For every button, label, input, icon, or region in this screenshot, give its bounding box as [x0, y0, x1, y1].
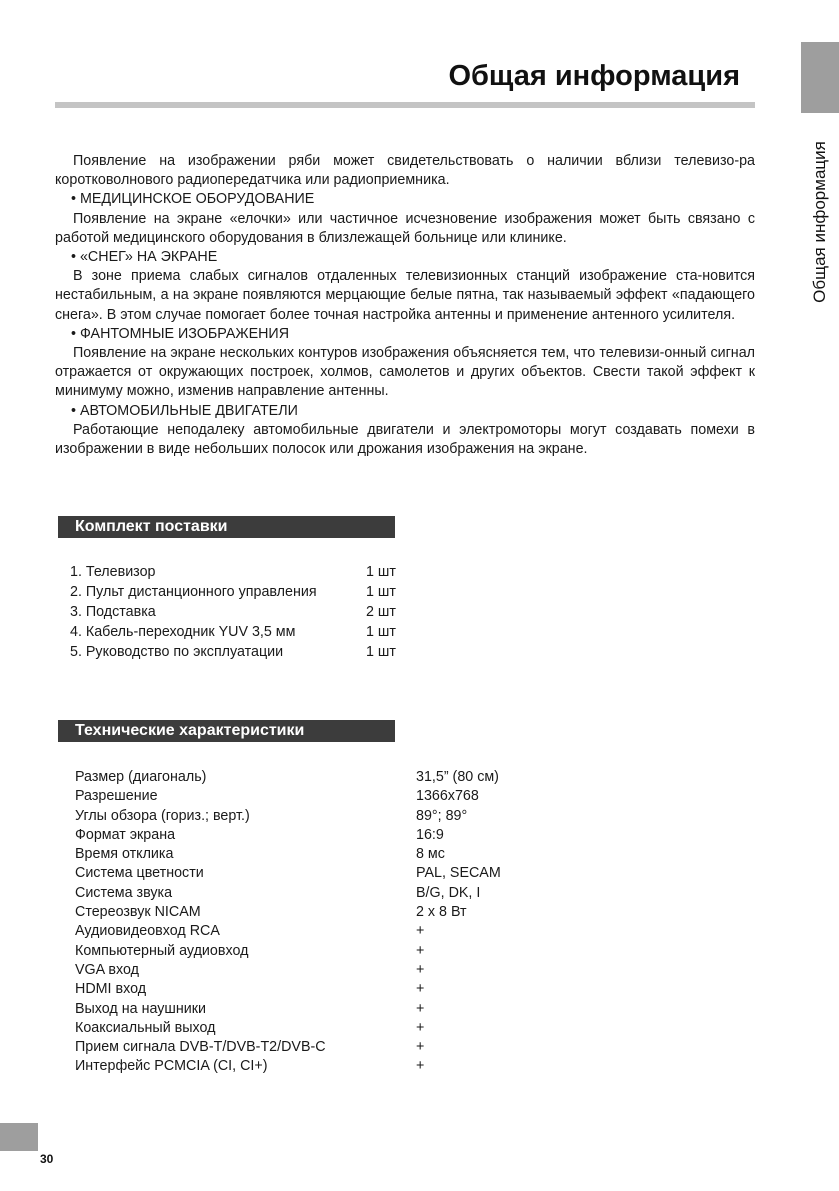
table-row [75, 1019, 595, 1038]
table-row [75, 942, 595, 961]
bullet-heading: • МЕДИЦИНСКОЕ ОБОРУДОВАНИЕ [71, 191, 315, 208]
spec-value: 89°; 89° [416, 807, 468, 824]
bullet-heading: • ФАНТОМНЫЕ ИЗОБРАЖЕНИЯ [71, 325, 290, 342]
title-divider [55, 102, 755, 108]
list-item [70, 582, 400, 602]
spec-name: Углы обзора (гориз.; верт.) [75, 807, 250, 824]
table-row [75, 980, 595, 999]
spec-name: Аудиовидеовход RCA [75, 923, 220, 940]
spec-value: + [416, 1039, 425, 1056]
specs-table [75, 768, 595, 1077]
spec-name: Коаксиальный выход [75, 1019, 216, 1036]
table-row [75, 826, 595, 845]
spec-name: Время отклика [75, 846, 174, 863]
paragraph: В зоне приема слабых сигналов отдаленных телевизионных станций изображение ста-новится нестабильным, а на экране появляются мерцающие белые пятна, так называемый эффект «падающего снега». В этом случае помогает более точная настройка антенны и применение антенного усилителя. [55, 268, 755, 323]
spec-name: Компьютерный аудиовход [75, 942, 249, 959]
side-section-label: Общая информация [810, 141, 829, 303]
item-name: 5. Руководство по эксплуатации [70, 644, 284, 660]
item-name: 2. Пульт дистанционного управления [70, 584, 317, 600]
table-row [75, 787, 595, 806]
table-row [75, 845, 595, 864]
interference-text [55, 152, 755, 459]
paragraph: Появление на изображении ряби может свидетельствовать о наличии вблизи телевизо-ра коротковолнового радиопередатчика или радиоприемника. [55, 153, 755, 189]
item-qty: 1 шт [366, 644, 396, 660]
spec-value: + [416, 961, 425, 978]
corner-marker [0, 1123, 38, 1151]
list-item [70, 562, 400, 582]
spec-value: + [416, 1019, 425, 1036]
spec-value: 16:9 [416, 826, 444, 843]
table-row [75, 961, 595, 980]
spec-value: + [416, 981, 425, 998]
table-row [75, 1057, 595, 1076]
spec-name: Система звука [75, 884, 173, 901]
table-row [75, 1038, 595, 1057]
spec-value: 1366x768 [416, 788, 479, 805]
item-name: 1. Телевизор [70, 564, 156, 580]
item-name: 4. Кабель-переходник YUV 3,5 мм [70, 624, 296, 640]
list-item [70, 602, 400, 622]
table-row [75, 864, 595, 883]
list-item [70, 622, 400, 642]
spec-value: 31,5” (80 см) [416, 769, 499, 785]
table-row [75, 807, 595, 826]
page-number: 30 [40, 1152, 54, 1166]
spec-name: Прием сигнала DVB-T/DVB-T2/DVB-C [75, 1039, 326, 1056]
spec-value: 2 x 8 Вт [416, 904, 467, 921]
spec-value: + [416, 923, 425, 940]
table-row [75, 922, 595, 941]
bullet-heading: • «СНЕГ» НА ЭКРАНЕ [71, 249, 218, 266]
specs-section-header: Технические характеристики [58, 720, 395, 742]
spec-value: + [416, 942, 425, 959]
paragraph: Появление на экране нескольких контуров изображения объясняется тем, что телевизи-онный сигнал отражается от окружающих построек, холмов, самолетов и других объектов. Свести такой эффект к минимуму можно, изменив направление антенны. [55, 345, 755, 400]
table-row [75, 903, 595, 922]
page-title: Общая информация [448, 60, 740, 92]
spec-value: 8 мс [416, 846, 445, 863]
spec-value: + [416, 1000, 425, 1017]
bullet-heading: • АВТОМОБИЛЬНЫЕ ДВИГАТЕЛИ [71, 402, 298, 419]
package-list [70, 562, 400, 662]
paragraph: Работающие неподалеку автомобильные двигатели и электромоторы могут создавать помехи в изображении в виде небольших полосок или дрожания изображения на экране. [55, 421, 755, 458]
spec-value: + [416, 1058, 425, 1075]
spec-name: Размер (диагональ) [75, 769, 207, 785]
spec-name: Интерфейс PCMCIA (CI, CI+) [75, 1058, 268, 1075]
item-name: 3. Подставка [70, 604, 156, 620]
spec-name: Система цветности [75, 865, 204, 882]
list-item [70, 642, 400, 662]
table-row [75, 884, 595, 903]
spec-name: Формат экрана [75, 826, 176, 843]
spec-name: Стереозвук NICAM [75, 904, 201, 921]
item-qty: 1 шт [366, 584, 396, 600]
spec-name: Выход на наушники [75, 1000, 206, 1017]
spec-name: HDMI вход [75, 981, 147, 998]
item-qty: 1 шт [366, 624, 396, 640]
table-row [75, 1000, 595, 1019]
item-qty: 2 шт [366, 604, 396, 620]
package-section-header: Комплект поставки [58, 516, 395, 538]
paragraph: Появление на экране «елочки» или частичное исчезновение изображения может быть связано с работой медицинского оборудования в близлежащей больнице или клинике. [55, 210, 755, 246]
spec-name: VGA вход [75, 961, 139, 978]
spec-value: PAL, SECAM [416, 865, 501, 882]
table-row [75, 768, 595, 787]
spec-name: Разрешение [75, 788, 158, 805]
item-qty: 1 шт [366, 564, 396, 580]
spec-value: B/G, DK, I [416, 884, 481, 901]
